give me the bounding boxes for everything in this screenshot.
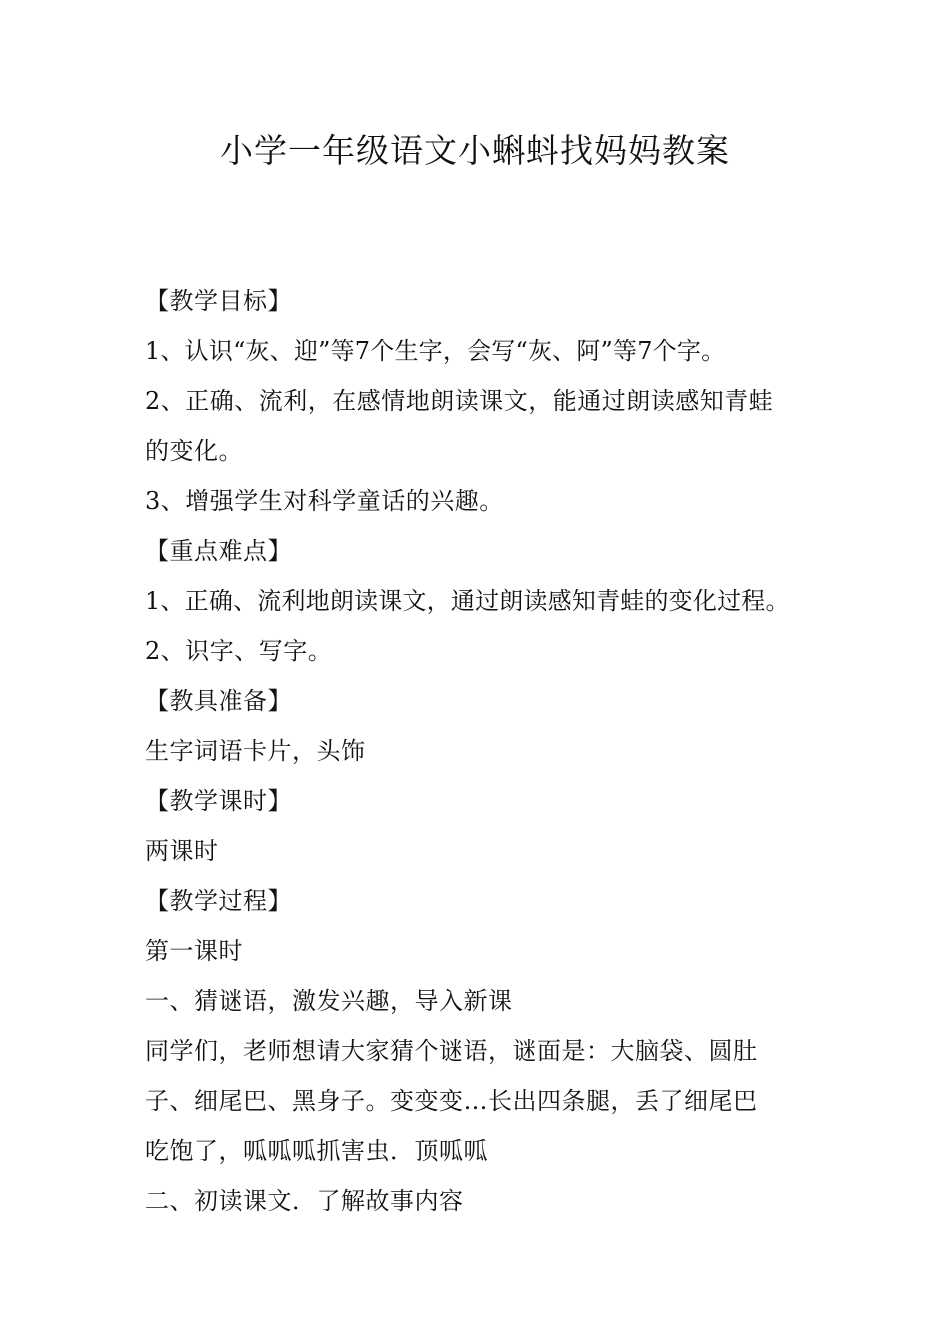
paragraph-line: 吃饱了，呱呱呱抓害虫．顶呱呱: [145, 1137, 488, 1165]
section-heading-teaching-goals: 【教学目标】: [145, 287, 292, 315]
paragraph-line: 子、细尾巴、黑身子。变变变…长出四条腿，丢了细尾巴: [145, 1087, 758, 1115]
document-body: [145, 276, 815, 1226]
paragraph-line: 2、正确、流利，在感情地朗读课文，能通过朗读感知青蛙: [145, 387, 774, 415]
section-heading-key-points: 【重点难点】: [145, 537, 292, 565]
paragraph-line: 的变化。: [145, 437, 243, 465]
paragraph-line: 1、正确、流利地朗读课文，通过朗读感知青蛙的变化过程。: [145, 587, 790, 615]
paragraph-line: 1、认识“灰、迎”等7个生字，会写“灰、阿”等7个字。: [145, 337, 726, 365]
paragraph-line: 3、增强学生对科学童话的兴趣。: [145, 487, 504, 515]
paragraph-line: 两课时: [145, 837, 219, 865]
paragraph-line: 第一课时: [145, 937, 243, 965]
paragraph-line: 生字词语卡片，头饰: [145, 737, 366, 765]
paragraph-line: 2、识字、写字。: [145, 637, 333, 665]
paragraph-line: 二、初读课文．了解故事内容: [145, 1187, 464, 1215]
section-heading-teaching-process: 【教学过程】: [145, 887, 292, 915]
document-title: 小学一年级语文小蝌蚪找妈妈教案: [220, 131, 730, 170]
section-heading-class-hours: 【教学课时】: [145, 787, 292, 815]
paragraph-line: 一、猜谜语，激发兴趣，导入新课: [145, 987, 513, 1015]
paragraph-line: 同学们，老师想请大家猜个谜语，谜面是：大脑袋、圆肚: [145, 1037, 758, 1065]
section-heading-teaching-aids: 【教具准备】: [145, 687, 292, 715]
